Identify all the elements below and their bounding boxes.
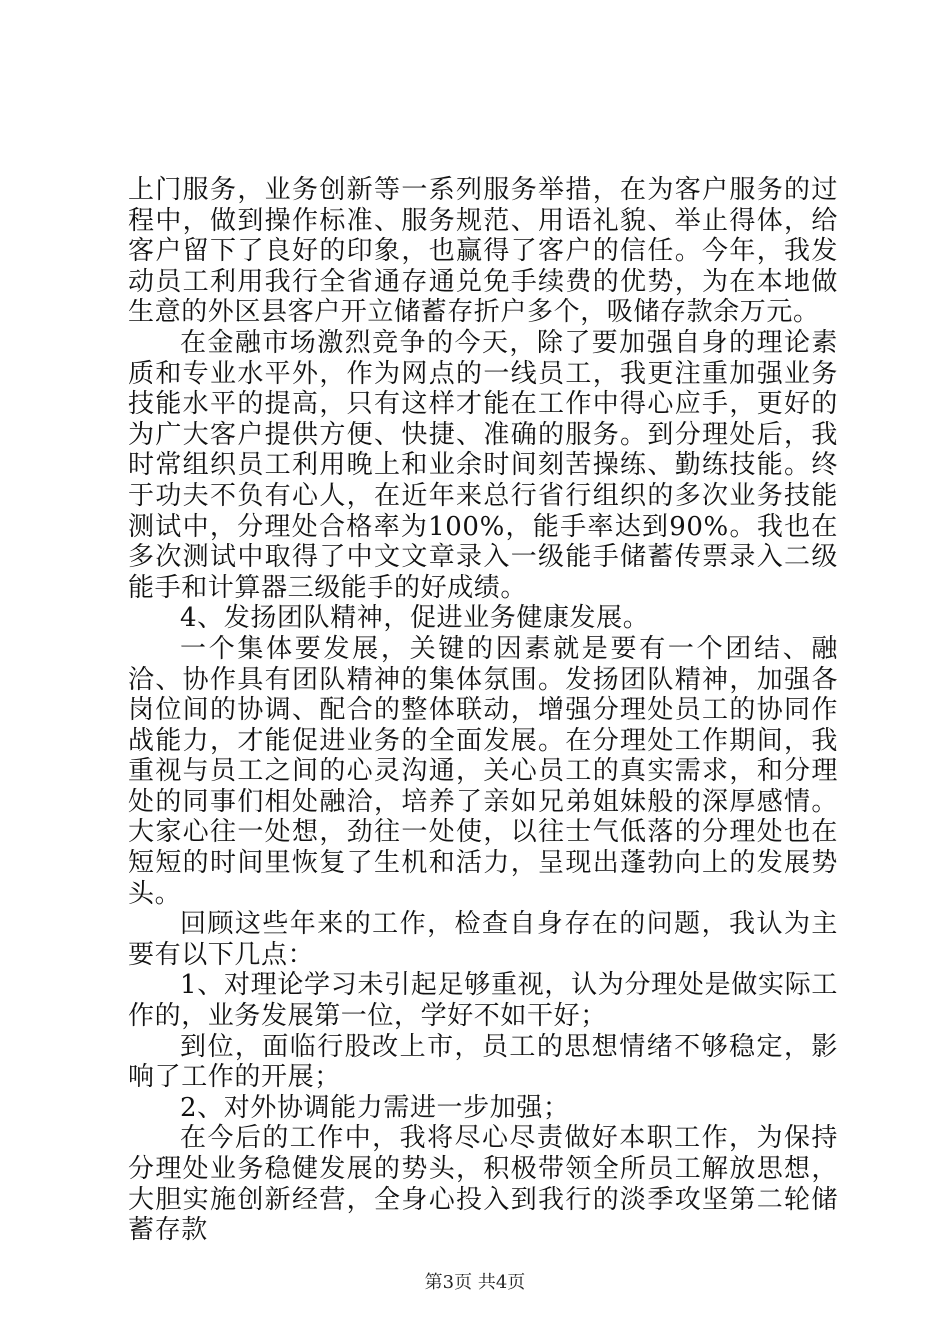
paragraph-3: 一个集体要发展，关键的因素就是要有一个团结、融洽、协作具有团队精神的集体氛围。发扬团队精神，加强各岗位间的协调、配合的整体联动，增强分理处员工的协同作战能力，才能促进业务的全面发展。在分理处工作期间，我重视与员工之间的心灵沟通，关心员工的真实需求，和分理处的同事们相处融洽，培养了亲如兄弟姐妹般的深厚感情。大家心往一处想，劲往一处使，以往士气低落的分理处也在短短的时间里恢复了生机和活力，呈现出蓬勃向上的发展势头。 [128, 633, 838, 909]
body-text [128, 175, 838, 1246]
problem-item-2: 2、对外协调能力需进一步加强； [180, 1092, 570, 1123]
problem-item-cont: 到位，面临行股改上市，员工的思想情绪不够稳定，影响了工作的开展； [128, 1031, 838, 1093]
paragraph-4: 回顾这些年来的工作，检查自身存在的问题，我认为主要有以下几点： [128, 909, 838, 970]
paragraph-2: 在金融市场激烈竞争的今天，除了要加强自身的理论素质和专业水平外，作为网点的一线员工，我更注重加强业务技能水平的提高，只有这样才能在工作中得心应手，更好的为广大客户提供方便、快捷、准确的服务。到分理处后，我时常组织员工利用晚上和业余时间刻苦操练、勤练技能。终于功夫不负有心人，在近年来总行省行组织的多次业务技能测试中，分理处合格率为100%，能手率达到90%。我也在多次测试中取得了中文文章录入一级能手储蓄传票录入二级能手和计算器三级能手的好成绩。 [128, 327, 838, 603]
paragraph-5: 在今后的工作中，我将尽心尽责做好本职工作，为保持分理处业务稳健发展的势头，积极带领全所员工解放思想，大胆实施创新经营，全身心投入到我行的淡季攻坚第二轮储蓄存款 [128, 1123, 838, 1246]
problem-item-1: 1、对理论学习未引起足够重视，认为分理处是做实际工作的，业务发展第一位，学好不如干好； [128, 970, 838, 1032]
section-heading-4: 4、发扬团队精神，促进业务健康发展。 [180, 603, 650, 634]
paragraph-1: 上门服务，业务创新等一系列服务举措，在为客户服务的过程中，做到操作标准、服务规范、用语礼貌、举止得体，给客户留下了良好的印象，也赢得了客户的信任。今年，我发动员工利用我行全省通存通兑免手续费的优势，为在本地做生意的外区县客户开立储蓄存折户多个，吸储存款余万元。 [128, 175, 838, 328]
page-footer: 第3页 共4页 [424, 1272, 526, 1293]
